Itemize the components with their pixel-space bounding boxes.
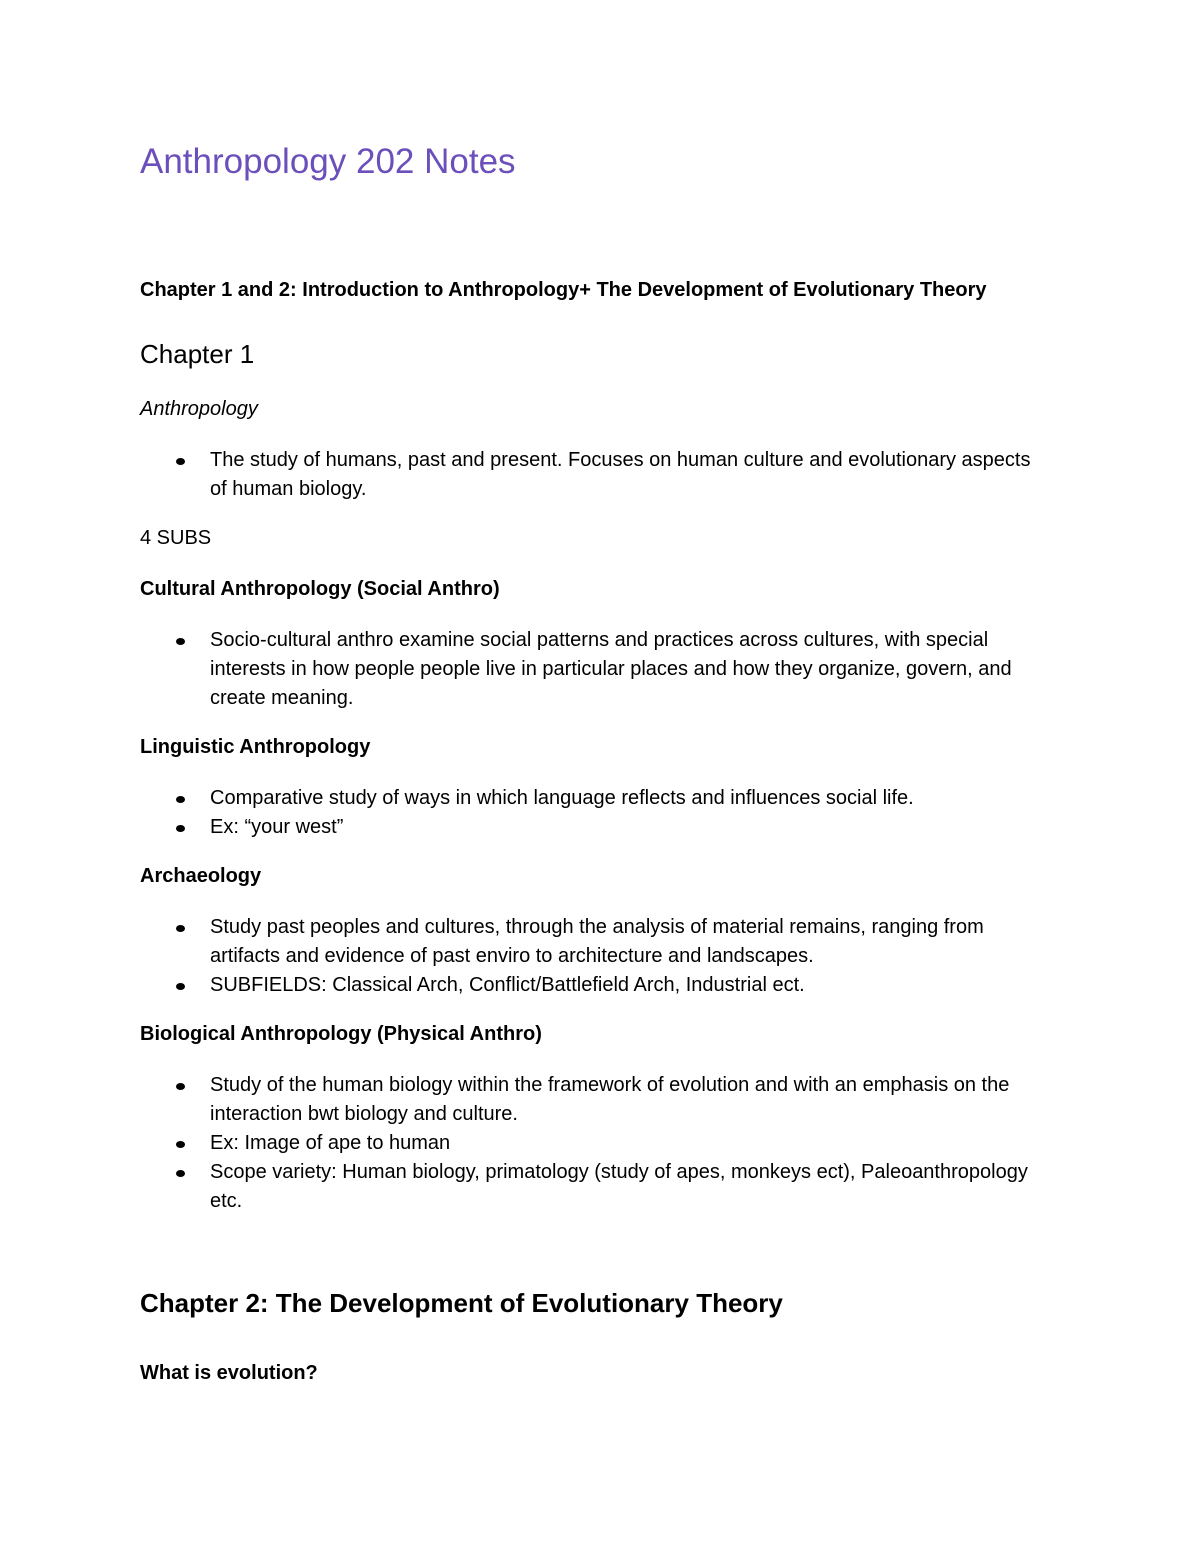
list-item-text: SUBFIELDS: Classical Arch, Conflict/Battlefield Arch, Industrial ect. xyxy=(210,974,805,996)
document-subtitle: Chapter 1 and 2: Introduction to Anthropology+ The Development of Evolutionary Theory xyxy=(140,279,987,301)
list-item xyxy=(140,1158,1050,1216)
bullet-icon xyxy=(176,983,185,990)
list-item-text: Study past peoples and cultures, through the analysis of material remains, ranging from artifacts and evidence of past enviro to architecture and landscapes. xyxy=(210,916,984,967)
anthropology-term: Anthropology xyxy=(140,398,258,420)
list-item xyxy=(140,971,1050,1000)
list-item xyxy=(140,1071,1050,1129)
document-title: Anthropology 202 Notes xyxy=(140,142,516,181)
list-item-text: Socio-cultural anthro examine social patterns and practices across cultures, with special interests in how people people live in particular places and how they organize, govern, and create meaning. xyxy=(210,629,1012,709)
list-item xyxy=(140,1129,1050,1158)
list-item xyxy=(140,913,1050,971)
chapter-1-heading: Chapter 1 xyxy=(140,339,255,369)
list-item-text: Comparative study of ways in which language reflects and influences social life. xyxy=(210,787,914,809)
list-item-text: Study of the human biology within the framework of evolution and with an emphasis on the interaction bwt biology and culture. xyxy=(210,1074,1010,1125)
list-item xyxy=(140,784,1050,813)
bullet-icon xyxy=(176,1170,185,1177)
linguistic-bullets xyxy=(140,784,1070,842)
list-item-text: Ex: Image of ape to human xyxy=(210,1132,451,1154)
chapter-2-heading: Chapter 2: The Development of Evolutionary Theory xyxy=(140,1288,783,1318)
list-item xyxy=(140,626,1050,713)
list-item-text: The study of humans, past and present. Focuses on human culture and evolutionary aspects of human biology. xyxy=(210,449,1031,500)
list-item-text: Ex: “your west” xyxy=(210,816,344,838)
bullet-icon xyxy=(176,1141,185,1148)
chapter-1-body xyxy=(140,395,1070,1216)
list-item xyxy=(140,446,1050,504)
biological-bullets xyxy=(140,1071,1070,1216)
list-item-text: Scope variety: Human biology, primatology (study of apes, monkeys ect), Paleoanthropology etc. xyxy=(210,1161,1028,1212)
bullet-icon xyxy=(176,458,185,465)
cultural-bullets xyxy=(140,626,1070,713)
bullet-icon xyxy=(176,1083,185,1090)
archaeology-heading: Archaeology xyxy=(140,865,262,887)
archaeology-bullets xyxy=(140,913,1070,1000)
list-item xyxy=(140,813,1050,842)
evolution-question: What is evolution? xyxy=(140,1362,318,1384)
linguistic-heading: Linguistic Anthropology xyxy=(140,736,371,758)
bullet-icon xyxy=(176,638,185,645)
bullet-icon xyxy=(176,796,185,803)
anthropology-bullets xyxy=(140,446,1070,504)
biological-heading: Biological Anthropology (Physical Anthro) xyxy=(140,1023,542,1045)
bullet-icon xyxy=(176,925,185,932)
bullet-icon xyxy=(176,825,185,832)
subs-label: 4 SUBS xyxy=(140,527,212,549)
cultural-heading: Cultural Anthropology (Social Anthro) xyxy=(140,578,500,600)
